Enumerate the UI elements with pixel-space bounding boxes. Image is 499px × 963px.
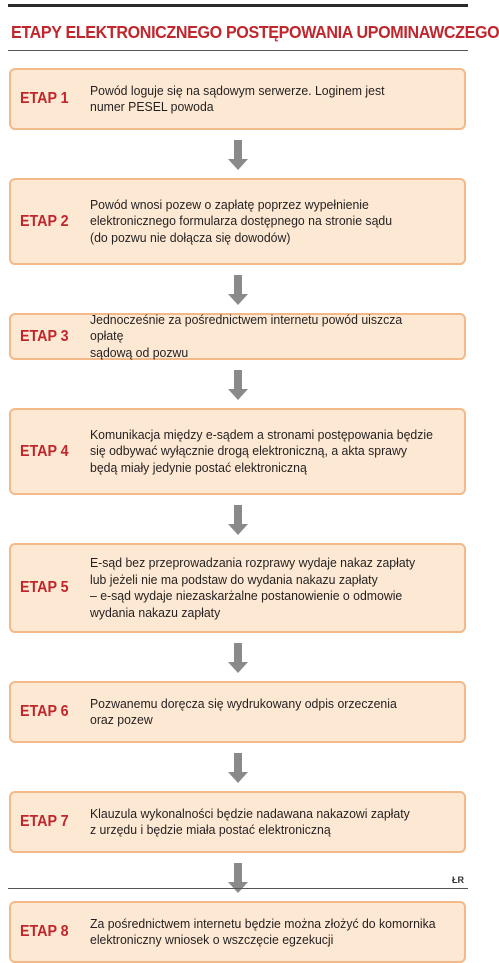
step-label: ETAP 1 [20,90,69,107]
step-description-line: Jednocześnie za pośrednictwem internetu powód uiszcza opłatę [90,311,403,344]
title-rule [8,50,468,51]
step-label: ETAP 3 [20,327,69,345]
step-description [90,197,436,247]
step-description [90,555,436,621]
step-description-line: Powód wnosi pozew o zapłatę poprzez wypełnienie [90,196,369,212]
step-box-6 [9,681,466,743]
step-label: ETAP 7 [20,813,69,830]
step-description [90,916,436,949]
step-description-line: Pozwanemu doręcza się wydrukowany odpis orzeczenia [90,695,397,711]
step-label: ETAP 8 [20,923,69,940]
step-label: ETAP 6 [20,703,69,720]
step-description [90,427,436,477]
top-rule [8,4,468,7]
down-arrow-icon [227,633,249,681]
step-connector [9,265,466,313]
step-description-line: Komunikacja między e-sądem a stronami postępowania będzie [90,426,433,442]
step-description-line: będą miały jedynie postać elektroniczną [90,459,307,475]
step-description-line: lub jeżeli nie ma podstaw do wydania nakazu zapłaty [90,571,378,587]
step-description [90,83,436,116]
step-connector [9,633,466,681]
step-description-line: oraz pozew [90,712,153,727]
step-description-line: wydania nakazu zapłaty [90,604,221,620]
step-label: ETAP 5 [20,579,69,596]
step-box-2 [9,178,466,265]
step-description-line: Klauzula wykonalności będzie nadawana nakazowi zapłaty [90,805,410,821]
down-arrow-icon [227,265,249,313]
step-description [90,312,436,362]
bottom-rule [8,888,468,889]
step-description-line: numer PESEL powoda [90,99,214,114]
step-description-line: elektroniczny wniosek o wszczęcie egzekucji [90,932,334,947]
step-box-1 [9,68,466,130]
down-arrow-icon [227,495,249,543]
steps-flow [9,68,466,963]
down-arrow-icon [227,853,249,901]
author-credit: ŁR [452,875,464,885]
step-box-8 [9,901,466,963]
step-label: ETAP 2 [20,212,69,230]
step-box-3 [9,313,466,360]
step-connector [9,130,466,178]
step-box-5 [9,543,466,633]
step-description-line: sądową od pozwu [90,344,189,360]
step-label: ETAP 4 [20,442,69,460]
step-description-line: – e-sąd wydaje niezaskarżalne postanowienie o odmowie [90,588,403,603]
step-description-line: elektronicznego formularza dostępnego na stronie sądu [90,213,393,229]
step-connector [9,495,466,543]
step-connector [9,853,466,901]
step-description [90,696,436,729]
step-box-7 [9,791,466,853]
down-arrow-icon [227,743,249,791]
down-arrow-icon [227,130,249,178]
step-description-line: się odbywać wyłącznie drogą elektroniczną, a akta sprawy [90,443,407,459]
step-description-line: z urzędu i będzie miała postać elektroniczną [90,822,331,837]
step-description-line: (do pozwu nie dołącza się dowodów) [90,229,291,245]
step-description-line: E-sąd bez przeprowadzania rozprawy wydaje nakaz zapłaty [90,555,416,570]
step-connector [9,743,466,791]
diagram-title: ETAPY ELEKTRONICZNEGO POSTĘPOWANIA UPOMINAWCZEGO [11,22,499,42]
step-description-line: Za pośrednictwem internetu będzie można złożyć do komornika [90,915,436,931]
step-connector [9,360,466,408]
step-description [90,806,436,839]
down-arrow-icon [227,360,249,408]
step-description-line: Powód loguje się na sądowym serwerze. Loginem jest [90,82,385,98]
step-box-4 [9,408,466,495]
